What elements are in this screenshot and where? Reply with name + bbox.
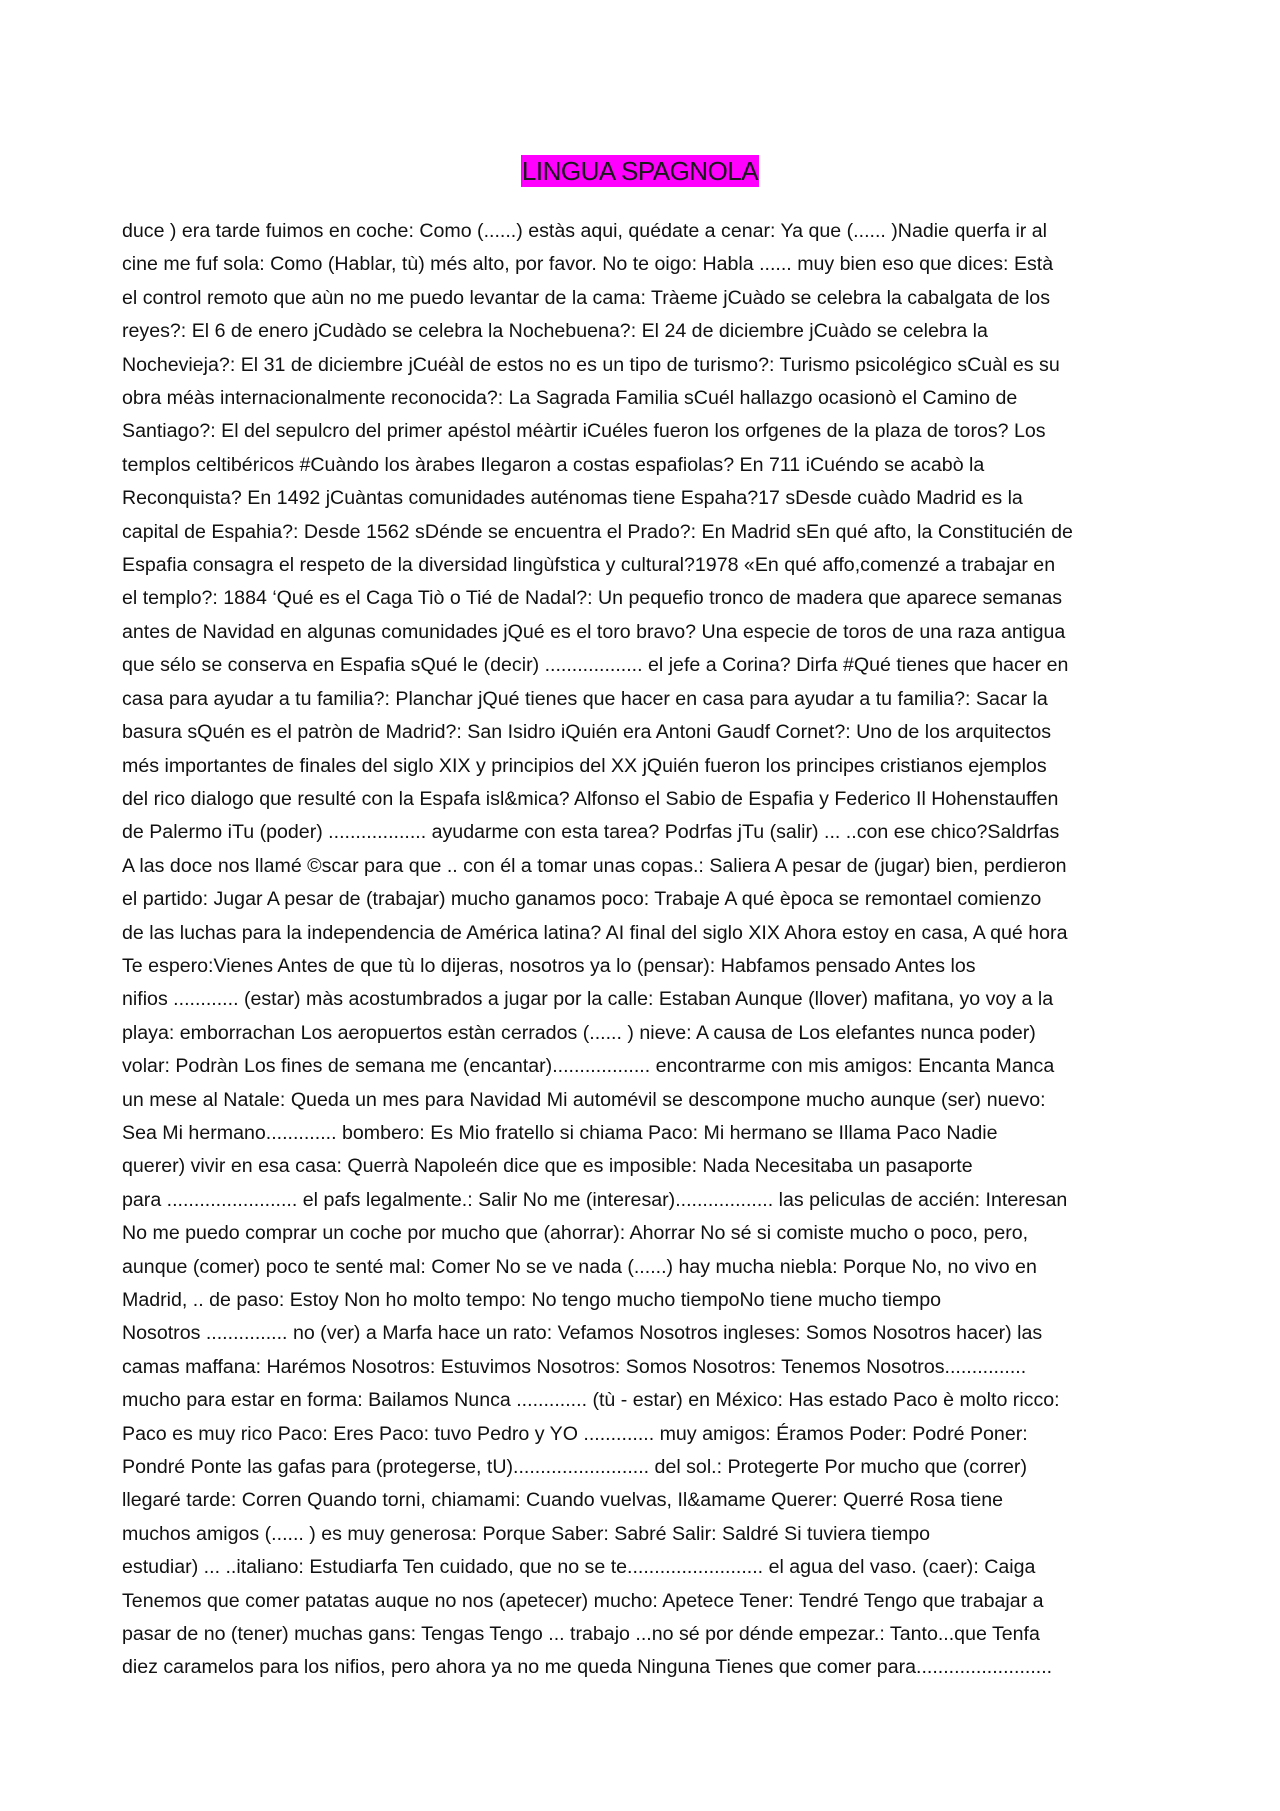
text-line: templos celtibéricos #Cuàndo los àrabes Ilegaron a costas espafiolas? En 711 iCuéndo se acabò la: [122, 453, 985, 476]
document-body: [122, 215, 1162, 1685]
text-line: llegaré tarde: Corren Quando torni, chiamami: Cuando vuelvas, Il&amame Querer: Querré Rosa tiene: [122, 1489, 1004, 1512]
text-line: que sélo se conserva en Espafia sQué le (decir) .................. el jefe a Corina? Dirfa #Qué tienes que hacer en: [122, 654, 1069, 677]
text-line: Madrid, .. de paso: Estoy Non ho molto tempo: No tengo mucho tiempoNo tiene mucho tiempo: [122, 1289, 942, 1311]
text-line: Paco es muy rico Paco: Eres Paco: tuvo Pedro y YO ............. muy amigos: Éramos Poder: Podré Poner:: [122, 1422, 1028, 1445]
text-line: No me puedo comprar un coche por mucho que (ahorrar): Ahorrar No sé si comiste mucho o poco, pero,: [122, 1222, 1029, 1245]
text-line: A las doce nos llamé ©scar para que .. con él a tomar unas copas.: Saliera A pesar de (jugar) bien, perdieron: [122, 854, 1067, 877]
text-line: reyes?: El 6 de enero jCudàdo se celebra la Nochebuena?: El 24 de diciembre jCuàdo se celebra la: [122, 320, 988, 343]
text-line: Tenemos que comer patatas auque no nos (apetecer) mucho: Apetece Tener: Tendré Tengo que trabajar a: [122, 1589, 1044, 1612]
text-line: capital de Espahia?: Desde 1562 sDénde se encuentra el Prado?: En Madrid sEn qué afto, la Constitucién de: [122, 520, 1073, 543]
text-line: volar: Podràn Los fines de semana me (encantar).................. encontrarme con mis amigos: Encanta Manca: [122, 1055, 1055, 1078]
text-line: casa para ayudar a tu familia?: Planchar jQué tienes que hacer en casa para ayudar a tu familia?: Sacar la: [122, 687, 1048, 710]
text-line: Nochevieja?: El 31 de diciembre jCuéàl de estos no es un tipo de turismo?: Turismo psicolégico sCuàl es su: [122, 353, 1060, 376]
text-line: Sea Mi hermano............. bombero: Es Mio fratello si chiama Paco: Mi hermano se Illama Paco Nadie: [122, 1121, 998, 1144]
title-container: [0, 155, 1280, 187]
text-line: de Palermo iTu (poder) .................. ayudarme con esta tarea? Podrfas jTu (salir) ... ..con ese chico?Saldrfas: [122, 821, 1060, 844]
text-line: el control remoto que aùn no me puedo levantar de la cama: Tràeme jCuàdo se celebra la cabalgata de los: [122, 286, 1051, 309]
text-line: un mese al Natale: Queda un mes para Navidad Mi automévil se descompone mucho aunque (ser) nuevo:: [122, 1088, 1046, 1111]
text-line: el templo?: 1884 ‘Qué es el Caga Tiò o Tié de Nadal?: Un pequefio tronco de madera que aparece semanas: [122, 587, 1063, 610]
text-line: el partido: Jugar A pesar de (trabajar) mucho ganamos poco: Trabaje A qué època se remontael comienzo: [122, 888, 1042, 911]
text-line: duce ) era tarde fuimos en coche: Como (......) estàs aqui, quédate a cenar: Ya que (...... )Nadie querfa ir al: [122, 220, 1048, 242]
text-line: antes de Navidad en algunas comunidades jQué es el toro bravo? Una especie de toros de una raza antigua: [122, 620, 1066, 643]
text-line: pasar de no (tener) muchas gans: Tengas Tengo ... trabajo ...no sé por dénde empezar.: Tanto...que Tenfa: [122, 1623, 1040, 1646]
text-line: estudiar) ... ..italiano: Estudiarfa Ten cuidado, que no se te......................... el agua del vaso. (caer): Caiga: [122, 1556, 1036, 1579]
text-line: aunque (comer) poco te senté mal: Comer No se ve nada (......) hay mucha niebla: Porque No, no vivo en: [122, 1255, 1037, 1278]
text-line: més importantes de finales del siglo XIX y principios del XX jQuién fueron los principes cristianos ejemplos: [122, 754, 1047, 777]
text-line: mucho para estar en forma: Bailamos Nunca ............. (tù - estar) en México: Has estado Paco è molto ricco:: [122, 1389, 1060, 1412]
text-line: Nosotros ............... no (ver) a Marfa hace un rato: Vefamos Nosotros ingleses: Somos Nosotros hacer) las: [122, 1322, 1043, 1345]
text-line: Pondré Ponte las gafas para (protegerse, tU)......................... del sol.: Protegerte Por mucho que (correr): [122, 1456, 1027, 1479]
text-line: camas maffana: Harémos Nosotros: Estuvimos Nosotros: Somos Nosotros: Tenemos Nosotros...............: [122, 1355, 1027, 1378]
text-line: playa: emborrachan Los aeropuertos estàn cerrados (...... ) nieve: A causa de Los elefantes nunca poder): [122, 1021, 1036, 1044]
text-line: Espafia consagra el respeto de la diversidad lingùfstica y cultural?1978 «En qué affo,comenzé a trabajar en: [122, 554, 1056, 577]
text-line: diez caramelos para los nifios, pero ahora ya no me queda Ninguna Tienes que comer para.........................: [122, 1656, 1053, 1679]
text-line: Te espero:Vienes Antes de que tù lo dijeras, nosotros ya lo (pensar): Habfamos pensado Antes los: [122, 954, 976, 977]
text-line: nifios ............ (estar) màs acostumbrados a jugar por la calle: Estaban Aunque (llover) mafitana, yo voy a la: [122, 988, 1054, 1011]
text-line: Santiago?: El del sepulcro del primer apéstol méàrtir iCuéles fueron los orfgenes de la plaza de toros? Los: [122, 420, 1046, 443]
text-line: cine me fuf sola: Como (Hablar, tù) més alto, por favor. No te oigo: Habla ...... muy bien eso que dices: Està: [122, 253, 1054, 276]
text-line: querer) vivir en esa casa: Querrà Napoleén dice que es imposible: Nada Necesitaba un pasaporte: [122, 1155, 973, 1178]
text-line: Reconquista? En 1492 jCuàntas comunidades auténomas tiene Espaha?17 sDesde cuàdo Madrid es la: [122, 487, 1023, 510]
text-line: muchos amigos (...... ) es muy generosa: Porque Saber: Sabré Salir: Saldré Si tuviera tiempo: [122, 1522, 931, 1545]
text-line: obra méàs internacionalmente reconocida?: La Sagrada Familia sCuél hallazgo ocasionò el Camino de: [122, 387, 1018, 410]
page-title: LINGUA SPAGNOLA: [521, 156, 759, 186]
text-line: de las luchas para la independencia de América latina? AI final del siglo XIX Ahora estoy en casa, A qué hora: [122, 921, 1068, 944]
text-line: para ........................ el pafs legalmente.: Salir No me (interesar).................. las peliculas de accién: Interesan: [122, 1188, 1068, 1211]
text-line: basura sQuén es el patròn de Madrid?: San Isidro iQuién era Antoni Gaudf Cornet?: Uno de los arquitectos: [122, 721, 1052, 744]
text-line: del rico dialogo que resulté con la Espafa isl&mica? Alfonso el Sabio de Espafia y Federico Il Hohenstauffen: [122, 787, 1059, 810]
